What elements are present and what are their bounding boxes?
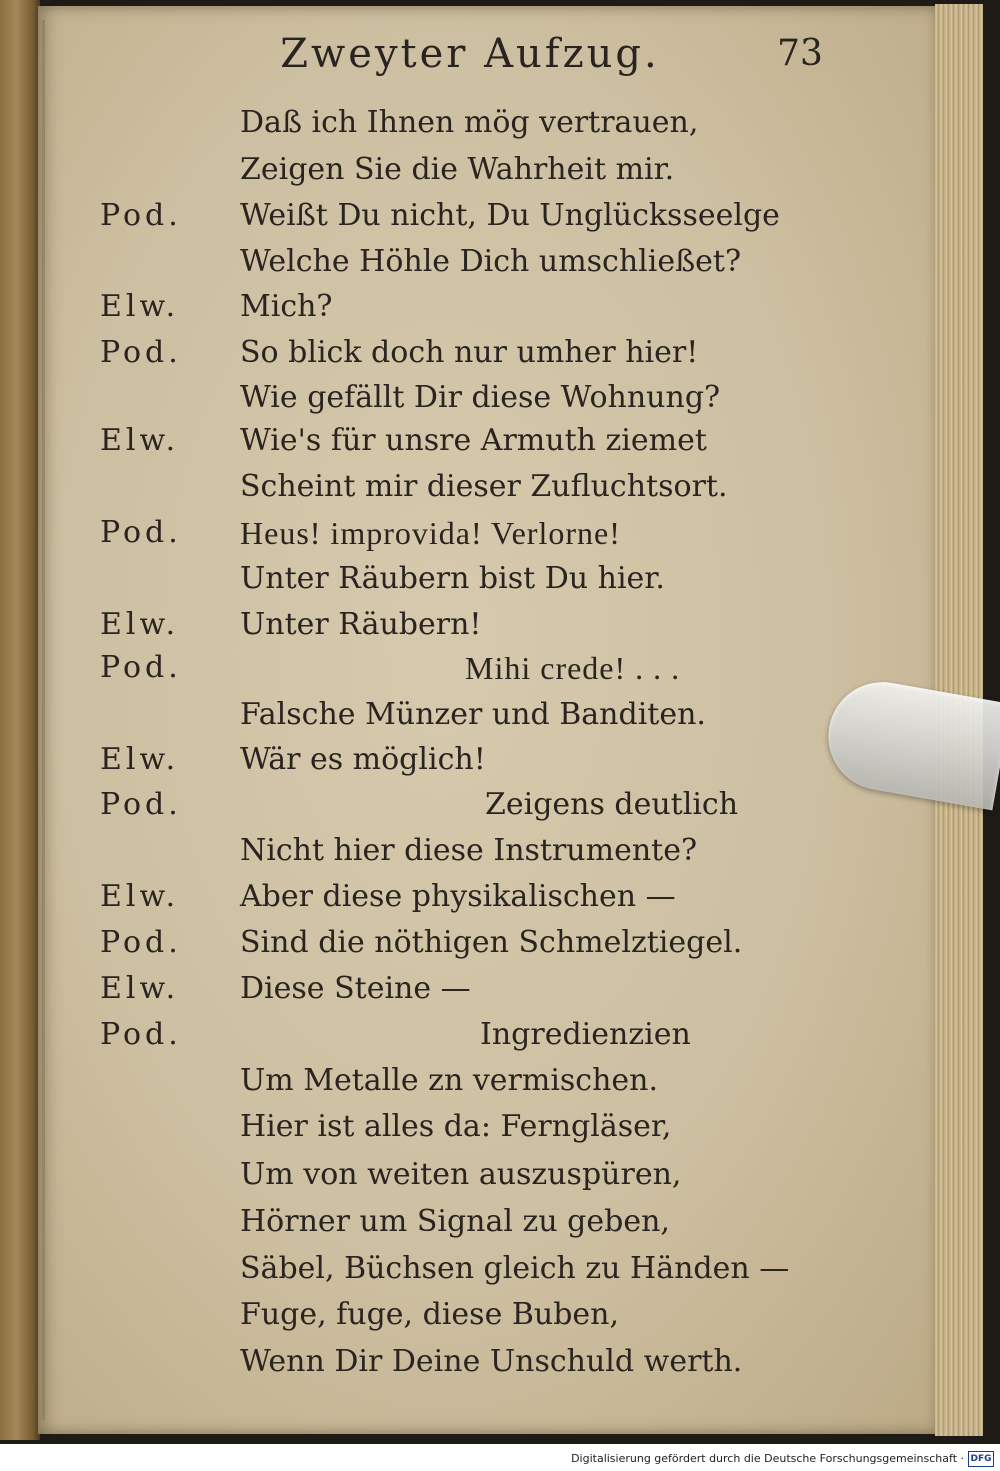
- speaker-label: [100, 98, 230, 148]
- verse-line: Um Metalle zn vermischen.: [240, 1063, 659, 1098]
- verse-line: Ingredienzien: [480, 1017, 691, 1052]
- speaker-label: [100, 1150, 230, 1200]
- verse-line: Wär es möglich!: [240, 742, 486, 777]
- verse-line: Falsche Münzer und Banditen.: [240, 697, 706, 732]
- speaker-label: Pod.: [100, 515, 182, 550]
- verse-line: Zeigen Sie die Wahrheit mir.: [240, 152, 675, 187]
- speaker-label: Pod.: [100, 198, 182, 233]
- speaker-label: Elw.: [100, 971, 180, 1006]
- verse-line: Fuge, fuge, diese Buben,: [240, 1297, 620, 1332]
- verse-line: Um von weiten auszuspüren,: [240, 1157, 682, 1192]
- verse-line: Scheint mir dieser Zufluchtsort.: [240, 469, 728, 504]
- speaker-label: Pod.: [100, 1017, 182, 1052]
- verse-line: Mich?: [240, 289, 333, 324]
- verse-line: Sind die nöthigen Schmelztiegel.: [240, 925, 743, 960]
- speaker-label: Pod.: [100, 787, 182, 822]
- speaker-label: Pod.: [100, 335, 182, 370]
- speaker-label: [100, 462, 230, 512]
- speaker-label: Pod.: [100, 925, 182, 960]
- speaker-label: [100, 1337, 230, 1387]
- speaker-label: Pod.: [100, 650, 182, 685]
- speaker-label: [100, 1244, 230, 1294]
- verse-line: Wie gefällt Dir diese Wohnung?: [240, 380, 721, 415]
- speaker-label: Elw.: [100, 742, 180, 777]
- speaker-label: [100, 826, 230, 876]
- speaker-label: Elw.: [100, 289, 180, 324]
- speaker-label: Elw.: [100, 879, 180, 914]
- gutter-line: [42, 20, 45, 1420]
- speaker-label: [100, 237, 230, 287]
- dfg-logo: DFG: [968, 1451, 994, 1467]
- speaker-label: Elw.: [100, 423, 180, 458]
- verse-line: Weißt Du nicht, Du Unglücksseelge: [240, 198, 780, 233]
- verse-line: Unter Räubern bist Du hier.: [240, 561, 665, 596]
- verse-line: Daß ich Ihnen mög vertrauen,: [240, 105, 699, 140]
- running-title: Zweyter Aufzug.: [280, 31, 660, 77]
- speaker-label: [100, 1102, 230, 1152]
- speaker-label: [100, 145, 230, 195]
- verse-line: Aber diese physikalischen —: [240, 879, 676, 914]
- funding-credit: Digitalisierung gefördert durch die Deutsche Forschungsgemeinschaft ·: [571, 1452, 964, 1465]
- page-number: 73: [777, 33, 823, 74]
- speaker-label: [100, 1290, 230, 1340]
- book-cover-edge: [0, 0, 40, 1440]
- speaker-label: [100, 1197, 230, 1247]
- speaker-label: Elw.: [100, 607, 180, 642]
- speaker-label: [100, 554, 230, 604]
- verse-line: Säbel, Büchsen gleich zu Händen —: [240, 1251, 790, 1286]
- verse-line: Unter Räubern!: [240, 607, 482, 642]
- verse-line: Hörner um Signal zu geben,: [240, 1204, 670, 1239]
- verse-line: Nicht hier diese Instrumente?: [240, 833, 698, 868]
- verse-line: Welche Höhle Dich umschließet?: [240, 244, 742, 279]
- verse-line: Wie's für unsre Armuth ziemet: [240, 423, 707, 458]
- verse-line: Wenn Dir Deine Unschuld werth.: [240, 1344, 743, 1379]
- speaker-label: [100, 1056, 230, 1106]
- verse-line: Zeigens deutlich: [485, 787, 739, 822]
- verse-line: Hier ist alles da: Ferngläser,: [240, 1109, 672, 1144]
- verse-line: Mihi crede! . . .: [465, 650, 681, 686]
- verse-line: So blick doch nur umher hier!: [240, 335, 699, 370]
- verse-line: Heus! improvida! Verlorne!: [240, 515, 621, 551]
- verse-line: Diese Steine —: [240, 971, 471, 1006]
- speaker-label: [100, 690, 230, 740]
